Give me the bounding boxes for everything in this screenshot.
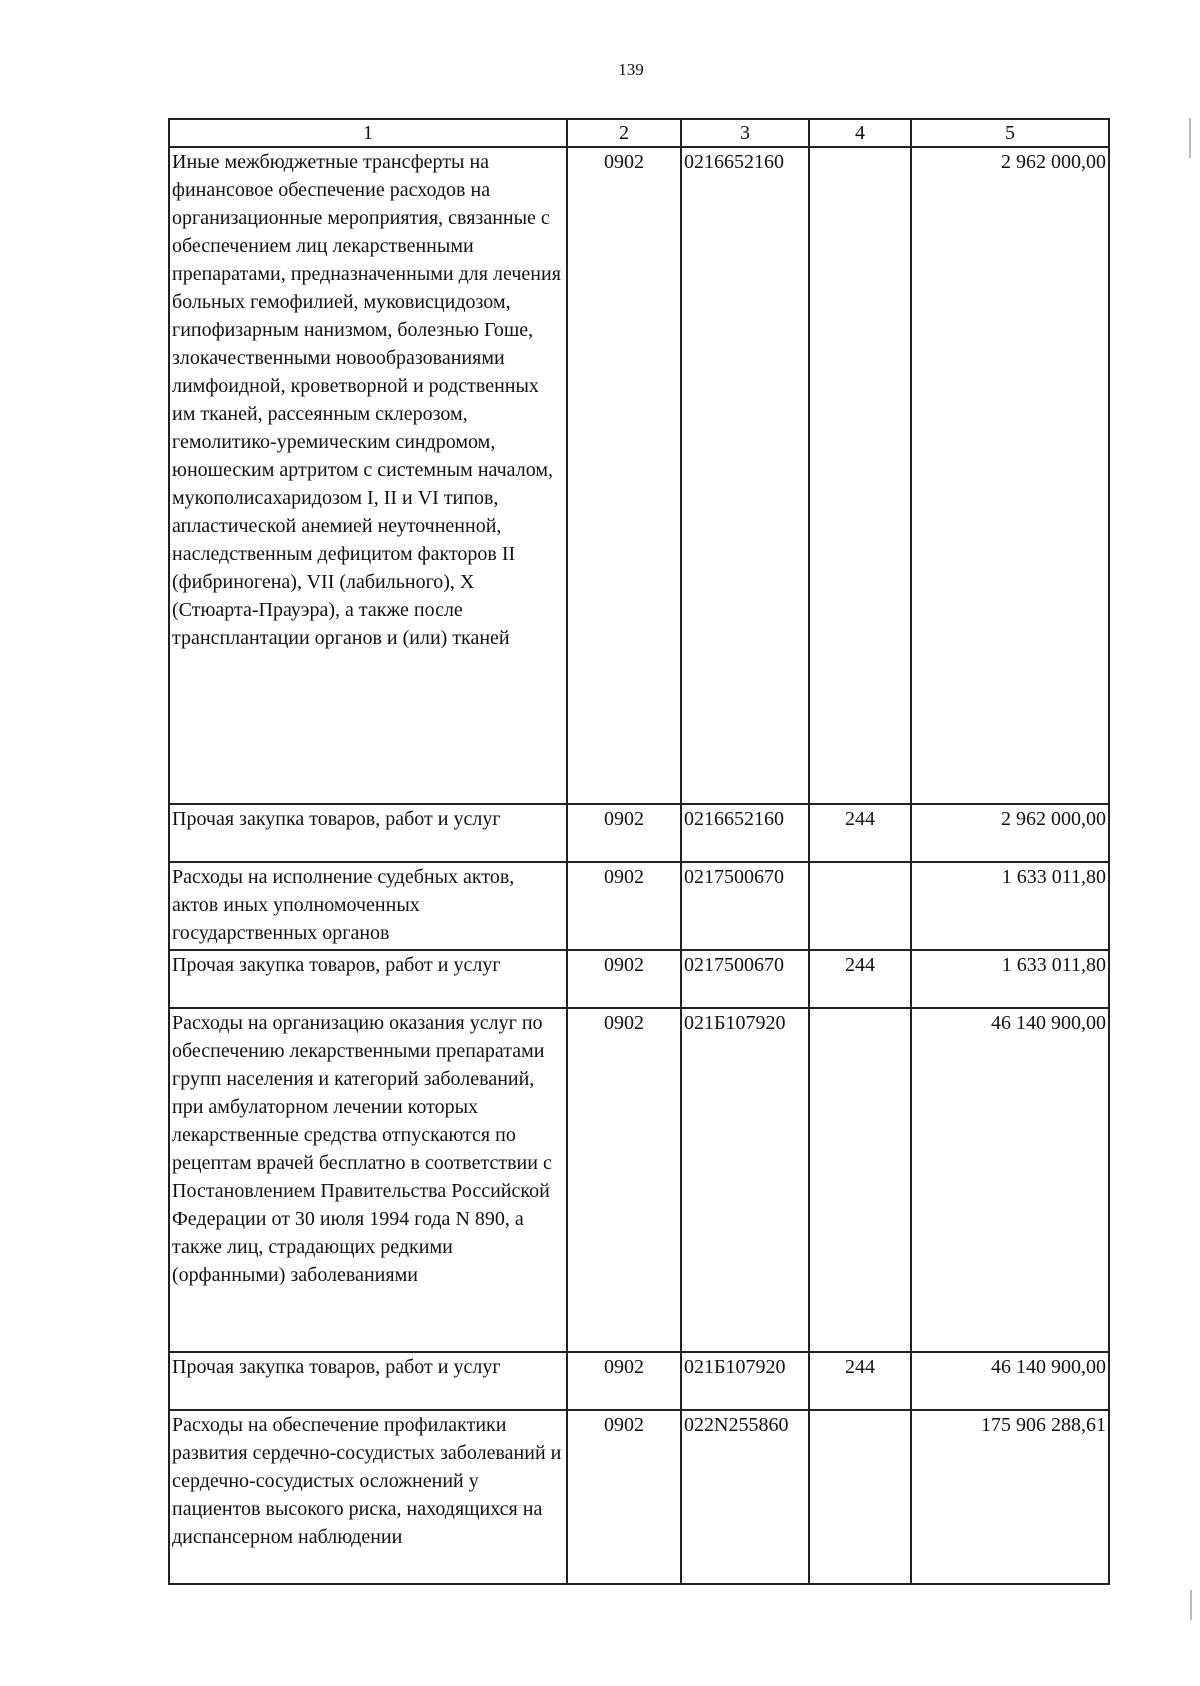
expense-type-code bbox=[809, 862, 911, 950]
scan-mark bbox=[1189, 118, 1191, 158]
target-code: 021Б107920 bbox=[681, 1352, 809, 1410]
expense-type-code: 244 bbox=[809, 1352, 911, 1410]
budget-table bbox=[168, 118, 1110, 1585]
amount: 46 140 900,00 bbox=[911, 1352, 1109, 1410]
section-code: 0902 bbox=[567, 950, 681, 1008]
target-code: 0216652160 bbox=[681, 147, 809, 804]
amount: 2 962 000,00 bbox=[911, 804, 1109, 862]
expense-name: Расходы на организацию оказания услуг по обеспечению лекарственными препаратами групп населения и категорий заболеваний, при амбулаторном лечении которых лекарственные средства отпускаются по рецептам врачей бесплатно в соответствии с Постановлением Правительства Российской Федерации от 30 июля 1994 года N 890, а также лиц, страдающих редкими (орфанными) заболеваниями bbox=[169, 1008, 567, 1352]
section-code: 0902 bbox=[567, 1008, 681, 1352]
table-header-row bbox=[169, 119, 1109, 147]
expense-name: Прочая закупка товаров, работ и услуг bbox=[169, 804, 567, 862]
expense-name: Расходы на исполнение судебных актов, актов иных уполномоченных государственных органов bbox=[169, 862, 567, 950]
header-col-5: 5 bbox=[911, 119, 1109, 147]
target-code: 0217500670 bbox=[681, 862, 809, 950]
header-col-3: 3 bbox=[681, 119, 809, 147]
table-row bbox=[169, 1352, 1109, 1410]
amount: 1 633 011,80 bbox=[911, 950, 1109, 1008]
section-code: 0902 bbox=[567, 862, 681, 950]
expense-name: Расходы на обеспечение профилактики развития сердечно-сосудистых заболеваний и сердечно-сосудистых осложнений у пациентов высокого риска, находящихся на диспансерном наблюдении bbox=[169, 1410, 567, 1584]
target-code: 021Б107920 bbox=[681, 1008, 809, 1352]
section-code: 0902 bbox=[567, 804, 681, 862]
expense-type-code: 244 bbox=[809, 804, 911, 862]
expense-name: Иные межбюджетные трансферты на финансовое обеспечение расходов на организационные мероприятия, связанные с обеспечением лиц лекарственными препаратами, предназначенными для лечения больных гемофилией, муковисцидозом, гипофизарным нанизмом, болезнью Гоше, злокачественными новообразованиями лимфоидной, кроветворной и родственных им тканей, рассеянным склерозом, гемолитико-уремическим синдромом, юношеским артритом с системным началом, мукополисахаридозом I, II и VI типов, апластической анемией неуточненной, наследственным дефицитом факторов II (фибриногена), VII (лабильного), X (Стюарта-Прауэра), а также после трансплантации органов и (или) тканей bbox=[169, 147, 567, 804]
section-code: 0902 bbox=[567, 1352, 681, 1410]
amount: 46 140 900,00 bbox=[911, 1008, 1109, 1352]
header-col-4: 4 bbox=[809, 119, 911, 147]
amount: 1 633 011,80 bbox=[911, 862, 1109, 950]
expense-name: Прочая закупка товаров, работ и услуг bbox=[169, 1352, 567, 1410]
target-code: 022N255860 bbox=[681, 1410, 809, 1584]
expense-type-code: 244 bbox=[809, 950, 911, 1008]
expense-type-code bbox=[809, 147, 911, 804]
table-row bbox=[169, 1410, 1109, 1584]
table-row bbox=[169, 1008, 1109, 1352]
header-col-2: 2 bbox=[567, 119, 681, 147]
table-row bbox=[169, 147, 1109, 804]
amount: 175 906 288,61 bbox=[911, 1410, 1109, 1584]
expense-type-code bbox=[809, 1410, 911, 1584]
scan-mark bbox=[1190, 1590, 1192, 1620]
page-number: 139 bbox=[618, 60, 644, 79]
table-row bbox=[169, 804, 1109, 862]
expense-name: Прочая закупка товаров, работ и услуг bbox=[169, 950, 567, 1008]
target-code: 0216652160 bbox=[681, 804, 809, 862]
header-col-1: 1 bbox=[169, 119, 567, 147]
section-code: 0902 bbox=[567, 147, 681, 804]
section-code: 0902 bbox=[567, 1410, 681, 1584]
table-row bbox=[169, 862, 1109, 950]
amount: 2 962 000,00 bbox=[911, 147, 1109, 804]
target-code: 0217500670 bbox=[681, 950, 809, 1008]
table-row bbox=[169, 950, 1109, 1008]
expense-type-code bbox=[809, 1008, 911, 1352]
